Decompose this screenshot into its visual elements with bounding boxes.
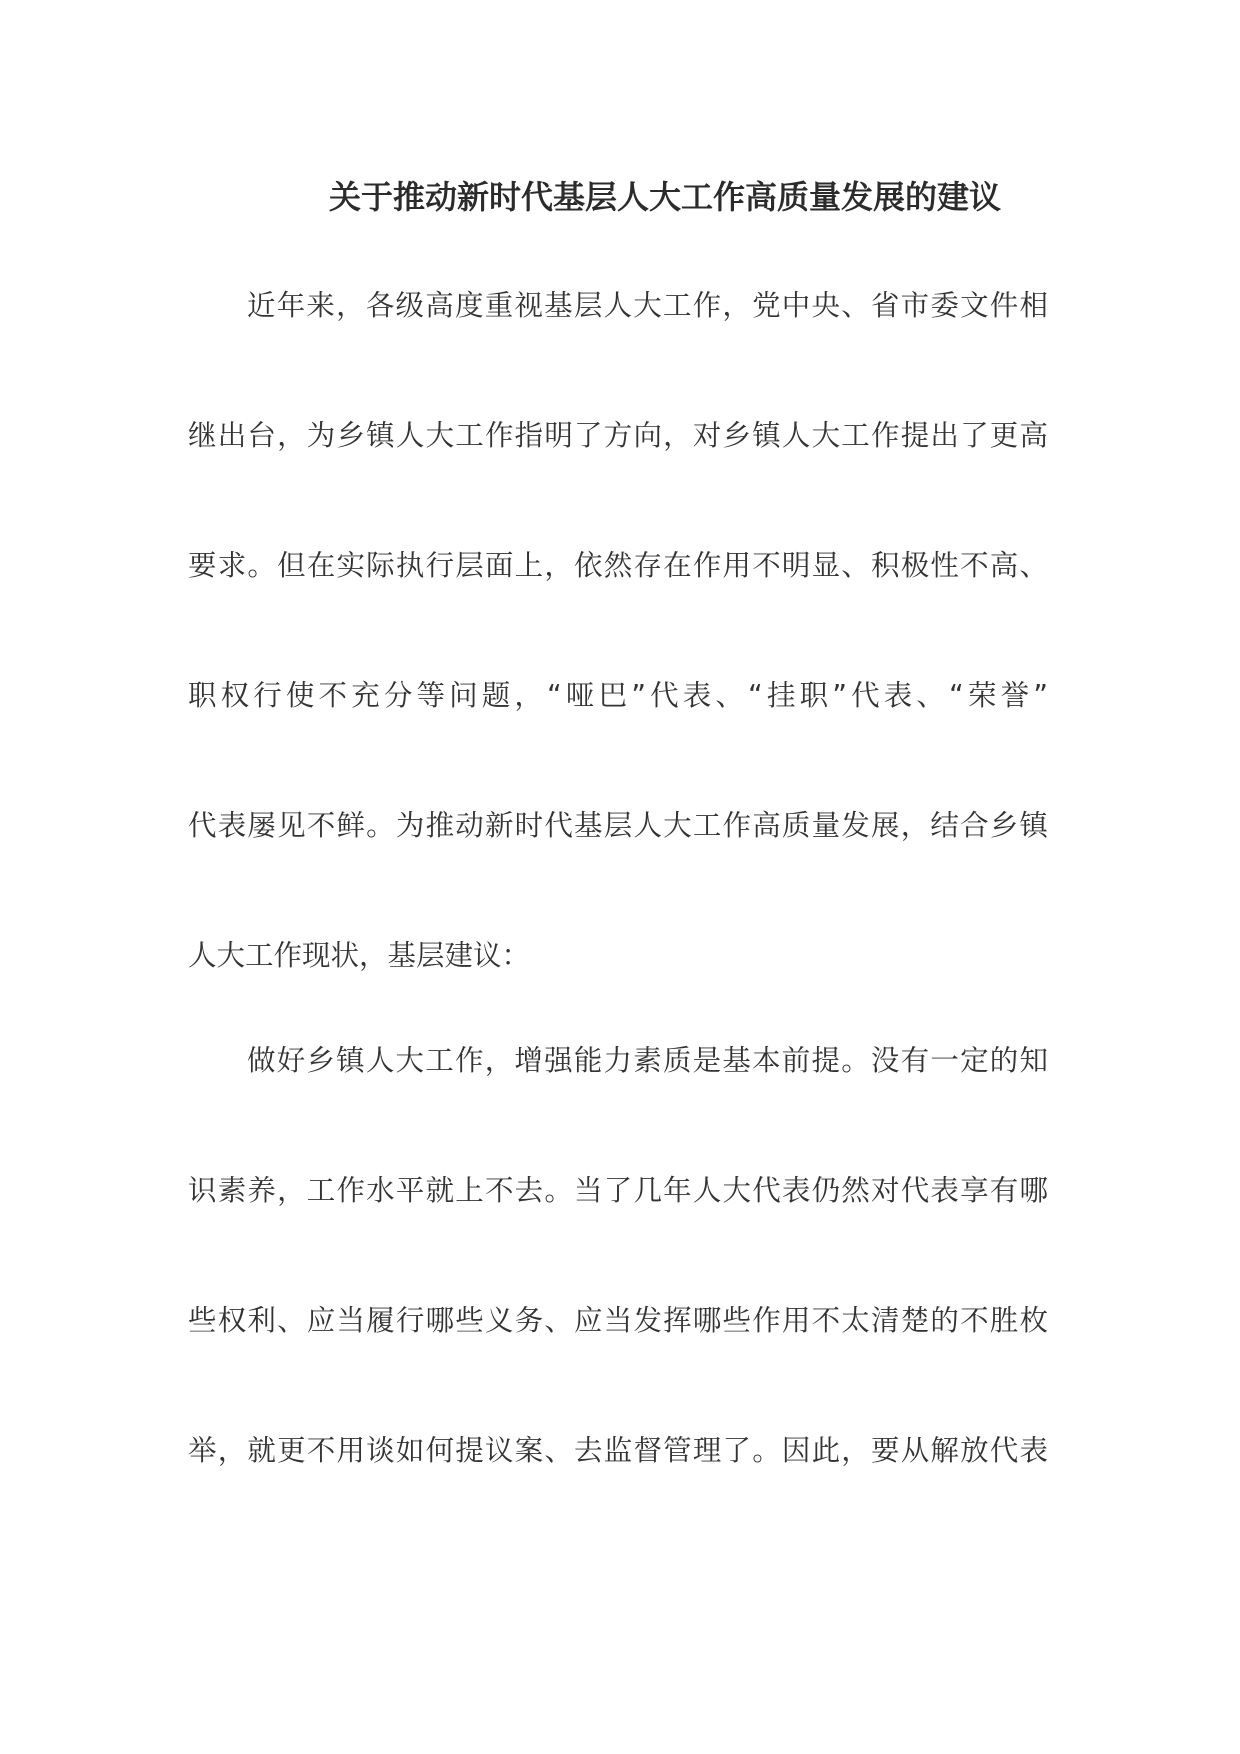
paragraph-line: 人大工作现状，基层建议：: [188, 939, 531, 972]
paragraph-line: 些权利、应当履行哪些义务、应当发挥哪些作用不太清楚的不胜枚: [188, 1304, 1048, 1337]
paragraph-line: 识素养，工作水平就上不去。当了几年人大代表仍然对代表享有哪: [188, 1174, 1048, 1207]
paragraph-line: 代表屡见不鲜。为推动新时代基层人大工作高质量发展，结合乡镇: [188, 809, 1048, 842]
paragraph-line: 举，就更不用谈如何提议案、去监督管理了。因此，要从解放代表: [188, 1434, 1048, 1467]
paragraph-line: 职权行使不充分等问题，“哑巴”代表、“挂职”代表、“荣誉”: [188, 679, 1048, 712]
paragraph-line: 做好乡镇人大工作，增强能力素质是基本前提。没有一定的知: [247, 1044, 1048, 1077]
paragraph-line: 近年来，各级高度重视基层人大工作，党中央、省市委文件相: [247, 289, 1048, 322]
paragraph-line: 继出台，为乡镇人大工作指明了方向，对乡镇人大工作提出了更高: [188, 419, 1048, 452]
document-title: 关于推动新时代基层人大工作高质量发展的建议: [328, 178, 1001, 216]
paragraph-line: 要求。但在实际执行层面上，依然存在作用不明显、积极性不高、: [188, 549, 1048, 582]
